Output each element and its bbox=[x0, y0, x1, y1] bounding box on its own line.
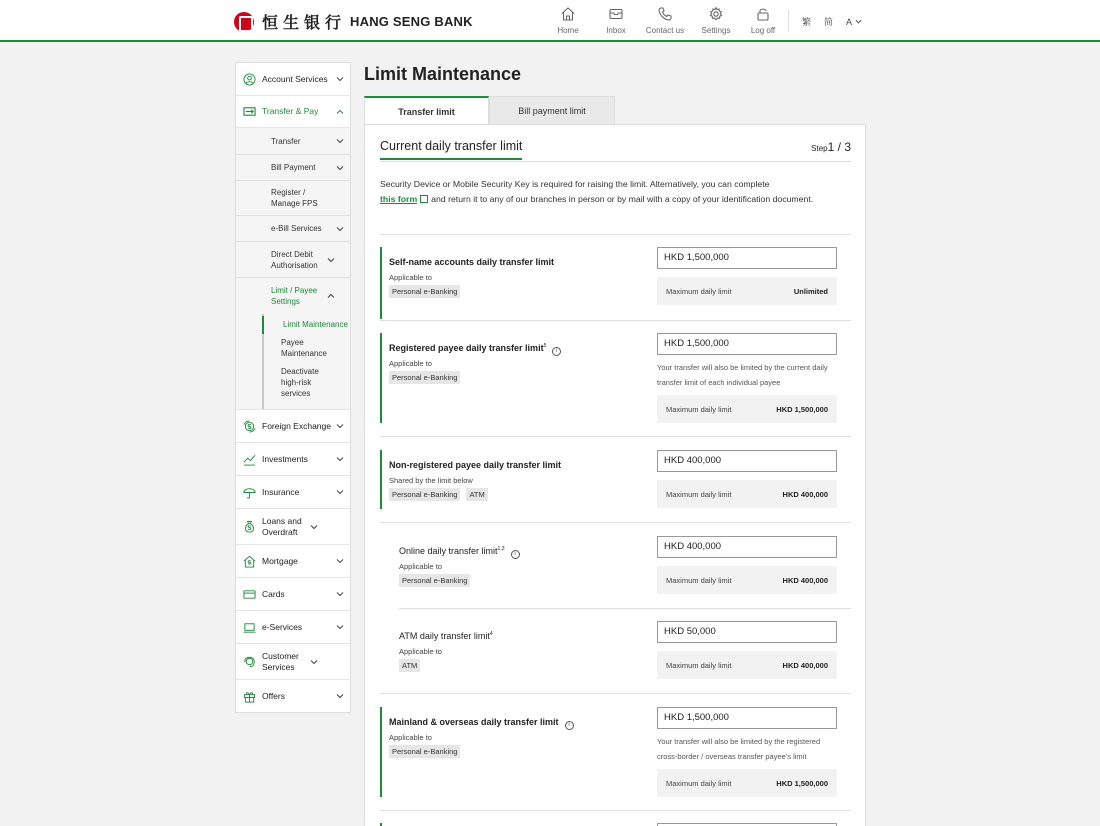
max-daily-limit-box bbox=[657, 395, 837, 423]
limit-row-self-name bbox=[380, 247, 851, 319]
top-header bbox=[0, 0, 1100, 42]
section-header bbox=[380, 139, 851, 162]
nav-log-off[interactable] bbox=[746, 6, 780, 35]
nav-divider bbox=[788, 10, 789, 32]
submenu-item-register-manage-fps[interactable] bbox=[236, 181, 350, 216]
chevron-down-icon bbox=[336, 164, 344, 172]
this-form-link[interactable]: this form bbox=[380, 194, 418, 204]
limit-description bbox=[380, 177, 840, 207]
nav-home-label: Home bbox=[557, 26, 579, 35]
nav-home[interactable] bbox=[548, 6, 588, 35]
max-daily-limit-box bbox=[657, 769, 837, 797]
limit-applicable-label: Applicable to bbox=[389, 733, 432, 742]
chart-line-icon bbox=[243, 453, 256, 466]
limit-tags bbox=[389, 371, 466, 384]
max-label: Maximum daily limit bbox=[666, 778, 732, 788]
limit-tabs bbox=[364, 96, 615, 125]
info-icon[interactable]: i bbox=[511, 550, 520, 559]
limit-applicable-label: Applicable to bbox=[389, 273, 432, 282]
tag-personal-e-banking: Personal e-Banking bbox=[389, 745, 460, 758]
desc-text-before: Security Device or Mobile Security Key is required for raising the limit. Alternatively, you can complete bbox=[380, 179, 770, 189]
nav-settings-label: Settings bbox=[701, 26, 731, 35]
transfer-limit-panel bbox=[364, 124, 866, 826]
divider bbox=[380, 436, 851, 437]
chevron-down-icon bbox=[336, 137, 344, 145]
limit-note: Your transfer will also be limited by the registered cross-border / overseas transfer payee's limit bbox=[657, 737, 821, 761]
max-value: HKD 400,000 bbox=[782, 575, 828, 585]
limit-title-text: Online daily transfer limit bbox=[399, 546, 498, 556]
sidebar-item-account-services[interactable] bbox=[236, 63, 350, 96]
max-label: Maximum daily limit bbox=[666, 489, 732, 499]
limit-accent-bar bbox=[380, 707, 382, 797]
sidebar-label: Insurance bbox=[262, 486, 300, 497]
sidebar-label: e-Services bbox=[262, 621, 303, 632]
laptop-icon bbox=[243, 621, 256, 634]
logo-english-name: HANG SENG BANK bbox=[350, 14, 473, 29]
limit-accent-bar bbox=[380, 333, 382, 423]
section-title: Current daily transfer limit bbox=[380, 139, 522, 160]
sidebar-item-insurance[interactable] bbox=[236, 476, 350, 509]
chevron-up-icon bbox=[336, 108, 344, 116]
max-value: HKD 1,500,000 bbox=[776, 404, 828, 414]
page-title: Limit Maintenance bbox=[364, 64, 522, 84]
sidebar-label: Transfer & Pay bbox=[262, 106, 319, 116]
max-value: HKD 1,500,000 bbox=[776, 778, 828, 788]
sidebar-label: Investments bbox=[262, 453, 308, 464]
max-daily-limit-box bbox=[657, 480, 837, 508]
chevron-up-icon bbox=[327, 292, 335, 300]
limit-amount-input[interactable]: HKD 400,000 bbox=[657, 450, 837, 472]
transfer-pay-submenu bbox=[236, 128, 350, 410]
max-daily-limit-box bbox=[657, 566, 837, 594]
submenu-label: Register / Manage FPS bbox=[271, 188, 318, 208]
step-value: 1 / 3 bbox=[827, 140, 851, 154]
nav-contact-us[interactable] bbox=[644, 6, 686, 35]
tab-bill-payment-limit[interactable]: Bill payment limit bbox=[489, 96, 615, 125]
currency-exchange-icon bbox=[243, 420, 256, 433]
desc-text-after: and return it to any of our branches in person or by mail with a copy of your identification document. bbox=[431, 194, 814, 204]
submenu-label: Bill Payment bbox=[271, 163, 316, 172]
info-icon[interactable]: i bbox=[552, 347, 561, 356]
chevron-down-icon[interactable] bbox=[855, 18, 862, 25]
lock-icon bbox=[755, 6, 771, 22]
tag-personal-e-banking: Personal e-Banking bbox=[389, 285, 460, 298]
credit-card-icon bbox=[243, 588, 256, 601]
limit-title bbox=[399, 546, 520, 558]
chevron-down-icon bbox=[336, 75, 344, 83]
submenu-label: Limit / Payee Settings bbox=[271, 286, 318, 306]
limit-row-atm bbox=[391, 621, 851, 681]
limit-amount-input[interactable]: HKD 1,500,000 bbox=[657, 707, 837, 729]
divider bbox=[380, 693, 851, 694]
submenu-label: Direct Debit Authorisation bbox=[271, 249, 318, 270]
tab-transfer-limit[interactable]: Transfer limit bbox=[364, 96, 489, 125]
limit-tags bbox=[399, 659, 426, 672]
limit-title-text: Registered payee daily transfer limit bbox=[389, 343, 544, 353]
language-switcher bbox=[802, 15, 862, 28]
limit-tags bbox=[389, 488, 494, 501]
font-size-selector[interactable]: A bbox=[846, 16, 853, 27]
limit-row-registered-payee bbox=[380, 333, 851, 423]
bank-logo[interactable] bbox=[234, 10, 473, 33]
nav-settings[interactable] bbox=[698, 6, 734, 35]
home-icon bbox=[560, 6, 576, 22]
max-value: HKD 400,000 bbox=[782, 489, 828, 499]
limit-accent-bar bbox=[380, 247, 382, 319]
lang-traditional-chinese[interactable]: 繁 bbox=[802, 17, 812, 27]
chevron-down-icon bbox=[310, 523, 318, 531]
limit-title-text: ATM daily transfer limit bbox=[399, 631, 490, 641]
inbox-icon bbox=[608, 6, 624, 22]
chevron-down-icon bbox=[310, 658, 318, 666]
step-label: Step bbox=[811, 144, 828, 153]
limit-title: Self-name accounts daily transfer limit bbox=[389, 257, 555, 267]
limit-applicable-label: Applicable to bbox=[399, 647, 442, 656]
info-icon[interactable]: i bbox=[565, 721, 574, 730]
sidebar-item-offers[interactable] bbox=[236, 680, 350, 712]
sidebar-item-investments[interactable] bbox=[236, 443, 350, 476]
gear-icon bbox=[708, 6, 724, 22]
limit-amount-input[interactable]: HKD 1,500,000 bbox=[657, 333, 837, 355]
chevron-down-icon bbox=[336, 623, 344, 631]
max-label: Maximum daily limit bbox=[666, 575, 732, 585]
limit-amount-input[interactable]: HKD 50,000 bbox=[657, 621, 837, 643]
sidebar-label: Mortgage bbox=[262, 555, 298, 566]
sidebar-label: Loans and Overdraft bbox=[262, 515, 302, 537]
nav-inbox-label: Inbox bbox=[606, 26, 626, 35]
limit-amount-input[interactable]: HKD 1,500,000 bbox=[657, 247, 837, 269]
tag-atm: ATM bbox=[399, 659, 420, 672]
limit-amount-input[interactable]: HKD 400,000 bbox=[657, 536, 837, 558]
step-indicator bbox=[811, 140, 851, 154]
logo-chinese-name: 恒生银行 bbox=[262, 13, 347, 32]
sidebar-label: Cards bbox=[262, 588, 285, 599]
chevron-down-icon bbox=[336, 225, 344, 233]
hang-seng-logo-icon bbox=[234, 12, 254, 32]
limit-applicable-label: Applicable to bbox=[399, 562, 442, 571]
lang-simplified-chinese[interactable]: 简 bbox=[824, 17, 834, 27]
sidebar-item-customer-services[interactable] bbox=[236, 644, 350, 680]
chevron-down-icon bbox=[336, 692, 344, 700]
submenu-item-limit-payee-settings[interactable] bbox=[236, 278, 350, 314]
sidebar-menu bbox=[235, 62, 351, 713]
submenu-item-e-bill-services[interactable] bbox=[236, 216, 350, 242]
footnote-marker: 4 bbox=[489, 631, 493, 637]
sidebar-label: Customer Services bbox=[262, 650, 299, 672]
divider bbox=[399, 608, 851, 609]
limit-title-text: Mainland & overseas daily transfer limit bbox=[389, 717, 559, 727]
leaf-item-deactivate-high-risk[interactable]: Deactivate high-risk services bbox=[281, 367, 319, 398]
sidebar-item-transfer-pay[interactable] bbox=[236, 96, 350, 128]
divider bbox=[380, 234, 851, 235]
submenu-item-transfer[interactable] bbox=[236, 128, 350, 155]
footnote-marker: 1,3 bbox=[497, 546, 505, 552]
max-value: Unlimited bbox=[793, 286, 828, 296]
phone-icon bbox=[657, 6, 673, 22]
limit-row-online bbox=[391, 536, 851, 596]
customer-service-icon bbox=[243, 655, 256, 668]
footnote-marker: 5 bbox=[543, 343, 547, 349]
submenu-label: Transfer bbox=[271, 136, 301, 146]
limit-applicable-label: Applicable to bbox=[389, 359, 432, 368]
leaf-item-limit-maintenance[interactable]: Limit Maintenance bbox=[262, 316, 350, 334]
limit-payee-leaf-list bbox=[262, 314, 350, 409]
max-daily-limit-box bbox=[657, 651, 837, 679]
external-link-icon[interactable] bbox=[420, 195, 428, 203]
leaf-item-payee-maintenance[interactable]: Payee Maintenance bbox=[281, 338, 327, 358]
sidebar-item-mortgage[interactable] bbox=[236, 545, 350, 578]
chevron-down-icon bbox=[336, 557, 344, 565]
max-label: Maximum daily limit bbox=[666, 660, 732, 670]
tag-personal-e-banking: Personal e-Banking bbox=[399, 574, 470, 587]
tag-personal-e-banking: Personal e-Banking bbox=[389, 371, 460, 384]
sidebar-label: Offers bbox=[262, 690, 285, 701]
limit-tags bbox=[389, 285, 466, 298]
tag-personal-e-banking: Personal e-Banking bbox=[389, 488, 460, 501]
submenu-item-bill-payment[interactable] bbox=[236, 155, 350, 181]
limit-tags bbox=[399, 574, 476, 587]
divider bbox=[380, 810, 851, 811]
chevron-down-icon bbox=[336, 455, 344, 463]
limit-applicable-label: Shared by the limit below bbox=[389, 476, 473, 485]
limit-note: Your transfer will also be limited by the current daily transfer limit of each individual payee bbox=[657, 363, 828, 387]
umbrella-icon bbox=[243, 486, 256, 499]
max-label: Maximum daily limit bbox=[666, 404, 732, 414]
nav-contact-label: Contact us bbox=[645, 26, 685, 35]
limit-title bbox=[399, 631, 493, 641]
divider bbox=[380, 522, 851, 523]
house-icon bbox=[243, 555, 256, 568]
top-nav bbox=[548, 6, 792, 35]
limit-row-mainland-overseas bbox=[380, 707, 851, 797]
max-daily-limit-box bbox=[657, 277, 837, 305]
limit-tags bbox=[389, 745, 466, 758]
gift-icon bbox=[243, 690, 256, 703]
money-bag-icon bbox=[243, 520, 256, 533]
user-circle-icon bbox=[243, 73, 256, 86]
submenu-item-direct-debit[interactable] bbox=[236, 242, 350, 278]
max-value: HKD 400,000 bbox=[782, 660, 828, 670]
chevron-down-icon bbox=[336, 590, 344, 598]
limit-row-non-registered-payee bbox=[380, 450, 851, 509]
sidebar-item-loans-overdraft[interactable] bbox=[236, 509, 350, 545]
limit-title: Non-registered payee daily transfer limit bbox=[389, 460, 562, 470]
divider bbox=[380, 320, 851, 321]
transfer-money-icon bbox=[243, 105, 256, 118]
submenu-label: e-Bill Services bbox=[271, 224, 322, 233]
limit-accent-bar bbox=[380, 450, 382, 509]
sidebar-item-e-services[interactable] bbox=[236, 611, 350, 644]
max-label: Maximum daily limit bbox=[666, 286, 732, 296]
nav-inbox[interactable] bbox=[600, 6, 632, 35]
chevron-down-icon bbox=[336, 488, 344, 496]
limit-title bbox=[389, 717, 574, 729]
sidebar-label: Foreign Exchange bbox=[262, 420, 331, 431]
sidebar-label: Account Services bbox=[262, 73, 328, 84]
chevron-down-icon bbox=[336, 422, 344, 430]
tag-atm: ATM bbox=[466, 488, 487, 501]
nav-logoff-label: Log off bbox=[750, 26, 776, 35]
sidebar-item-foreign-exchange[interactable] bbox=[236, 410, 350, 443]
limit-title bbox=[389, 343, 561, 355]
sidebar-item-cards[interactable] bbox=[236, 578, 350, 611]
chevron-down-icon bbox=[327, 256, 335, 264]
